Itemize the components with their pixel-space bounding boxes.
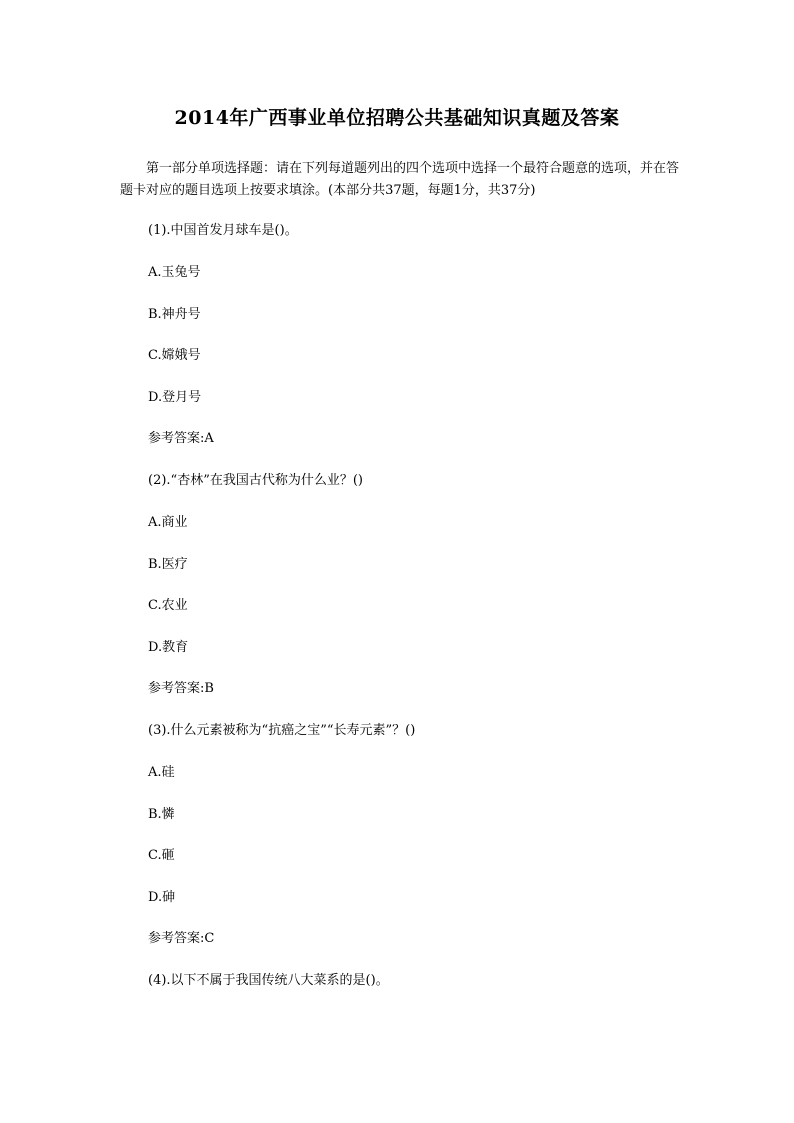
option-c: C.嫦娥号 [148, 348, 201, 363]
option-b: B.医疗 [148, 557, 188, 572]
option-a: A.玉兔号 [148, 265, 201, 280]
reference-answer: 参考答案:A [148, 431, 214, 446]
option-a: A.硅 [148, 765, 175, 780]
option-c: C.砸 [148, 848, 175, 863]
option-c: C.农业 [148, 598, 188, 613]
option-d: D.砷 [148, 890, 176, 905]
option-b: B.神舟号 [148, 307, 201, 322]
option-a: A.商业 [148, 515, 188, 530]
question-stem: (3).什么元素被称为“抗癌之宝”“长寿元素”？() [148, 723, 416, 738]
option-b: B.憐 [148, 807, 175, 822]
reference-answer: 参考答案:C [148, 931, 215, 946]
reference-answer: 参考答案:B [148, 681, 214, 696]
option-d: D.登月号 [148, 390, 202, 405]
question-stem: (1).中国首发月球车是()。 [148, 223, 298, 238]
document-title: 2014年广西事业单位招聘公共基础知识真题及答案 [174, 107, 620, 129]
section-instructions: 第一部分单项选择题：请在下列每道题列出的四个选项中选择一个最符合题意的选项，并在答题卡对应的题目选项上按要求填涂。(本部分共37题，每题1分，共37分) [120, 161, 680, 198]
option-d: D.教育 [148, 640, 189, 655]
question-stem: (2).“杏林”在我国古代称为什么业？() [148, 473, 363, 488]
question-stem: (4).以下不属于我国传统八大菜系的是()。 [148, 973, 389, 988]
